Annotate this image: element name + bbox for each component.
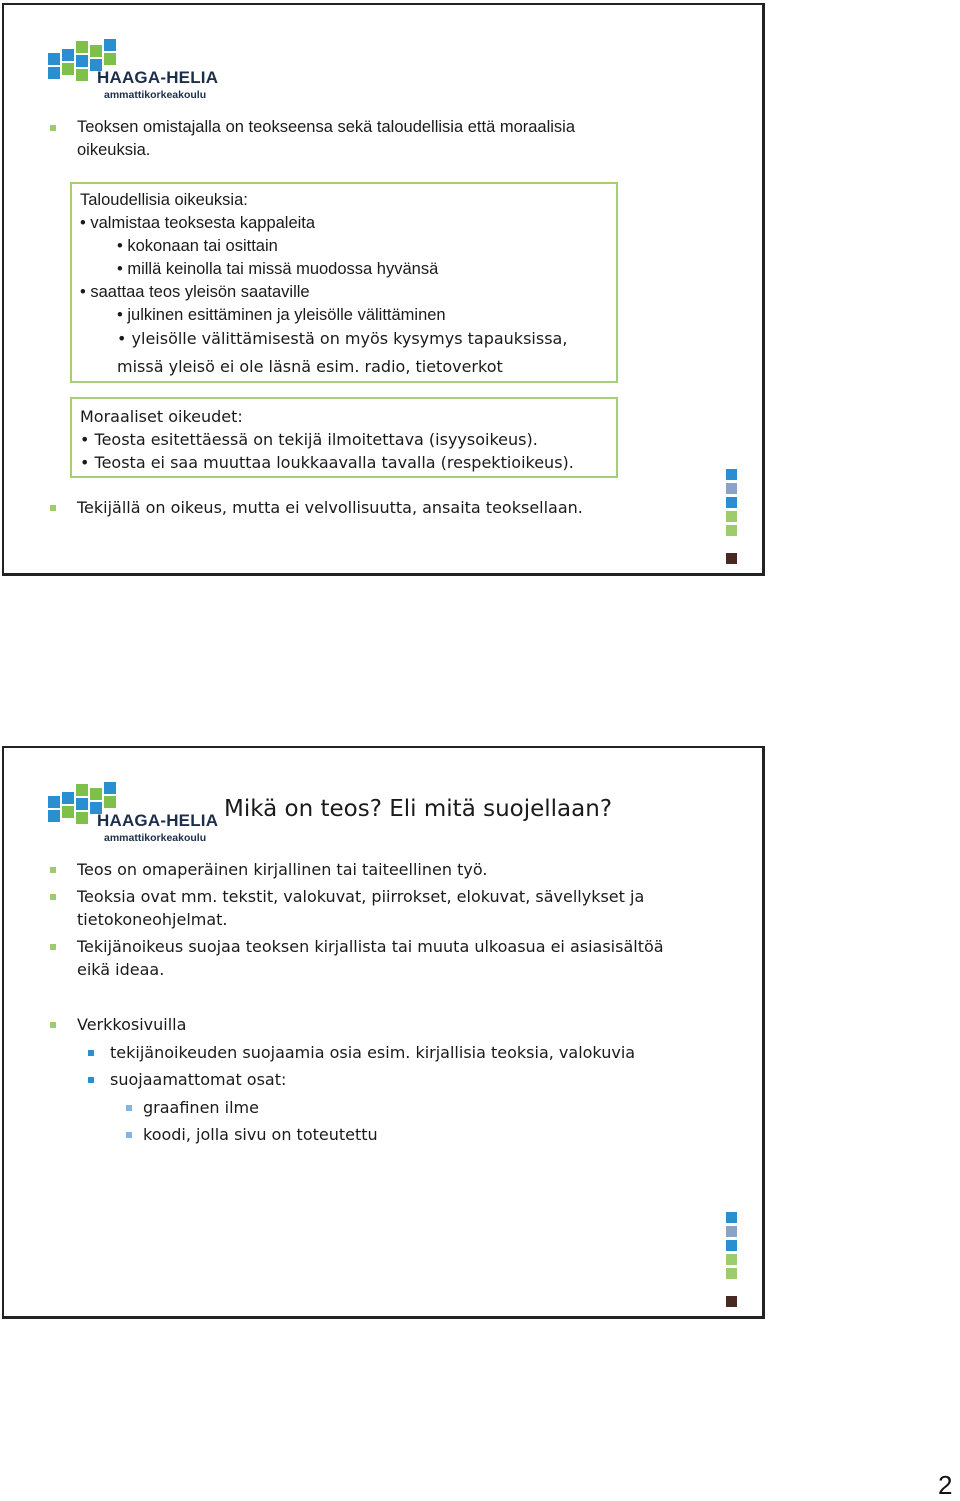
- haaga-helia-logo: [44, 39, 219, 109]
- slide-2: [2, 746, 765, 1319]
- intro-bullet-line-2: oikeuksia.: [77, 141, 151, 159]
- slide-1: [2, 3, 765, 576]
- economic-line: • saattaa teos yleisön saataville: [80, 283, 310, 301]
- logo-subtitle: ammattikorkeakoulu: [104, 832, 207, 844]
- bullet-text: eikä ideaa.: [77, 960, 165, 979]
- economic-line: • kokonaan tai osittain: [117, 237, 278, 255]
- moral-line: • Teosta esitettäessä on tekijä ilmoitettava (isyysoikeus).: [80, 430, 538, 449]
- sub-bullet-marker: [88, 1050, 94, 1056]
- moral-line: • Teosta ei saa muuttaa loukkaavalla tavalla (respektioikeus).: [80, 453, 574, 472]
- economic-line: • valmistaa teoksesta kappaleita: [80, 214, 316, 232]
- slide-title: Mikä on teos? Eli mitä suojellaan?: [224, 796, 613, 822]
- economic-line: • yleisölle välittämisestä on myös kysymys tapauksissa,: [117, 329, 568, 348]
- bullet-marker: [50, 125, 56, 131]
- logo-name: HAAGA-HELIA: [97, 811, 219, 830]
- web-sub-item: suojaamattomat osat:: [110, 1070, 287, 1089]
- bullet-marker: [50, 894, 56, 900]
- bullet-marker: [50, 505, 56, 511]
- sub-bullet-marker: [88, 1077, 94, 1083]
- sub-sub-bullet-marker: [126, 1105, 132, 1111]
- closing-bullet: Tekijällä on oikeus, mutta ei velvollisuutta, ansaita teoksellaan.: [77, 498, 583, 517]
- bullet-text: Tekijänoikeus suojaa teoksen kirjallista tai muuta ulkoasua ei asiasisältöä: [77, 937, 664, 956]
- bullet-text: Teoksia ovat mm. tekstit, valokuvat, piirrokset, elokuvat, sävellykset ja: [77, 887, 645, 906]
- bullet-marker: [50, 867, 56, 873]
- web-sub-sub-item: koodi, jolla sivu on toteutettu: [143, 1125, 378, 1144]
- web-label: Verkkosivuilla: [77, 1015, 187, 1034]
- bullet-marker: [50, 944, 56, 950]
- intro-bullet-line-1: Teoksen omistajalla on teokseensa sekä taloudellisia että moraalisia: [77, 118, 576, 136]
- web-sub-sub-item: graafinen ilme: [143, 1098, 259, 1117]
- moral-heading: Moraaliset oikeudet:: [80, 407, 243, 426]
- economic-rights-box: [70, 182, 618, 383]
- decorative-squares-icon: [726, 1212, 737, 1310]
- economic-heading: Taloudellisia oikeuksia:: [80, 191, 248, 209]
- haaga-helia-logo: [44, 782, 219, 852]
- logo-subtitle: ammattikorkeakoulu: [104, 89, 207, 101]
- economic-line: missä yleisö ei ole läsnä esim. radio, tietoverkot: [117, 357, 503, 376]
- logo-name: HAAGA-HELIA: [97, 68, 219, 87]
- decorative-squares-icon: [726, 469, 737, 567]
- web-sub-item: tekijänoikeuden suojaamia osia esim. kirjallisia teoksia, valokuvia: [110, 1043, 636, 1062]
- economic-line: • julkinen esittäminen ja yleisölle välittäminen: [117, 306, 446, 324]
- page-number: 2: [938, 1470, 953, 1500]
- economic-line: • millä keinolla tai missä muodossa hyvänsä: [117, 260, 439, 278]
- bullet-text: Teos on omaperäinen kirjallinen tai taiteellinen työ.: [77, 860, 488, 879]
- sub-sub-bullet-marker: [126, 1132, 132, 1138]
- moral-rights-box: [70, 397, 618, 478]
- bullet-text: tietokoneohjelmat.: [77, 910, 228, 929]
- bullet-marker: [50, 1022, 56, 1028]
